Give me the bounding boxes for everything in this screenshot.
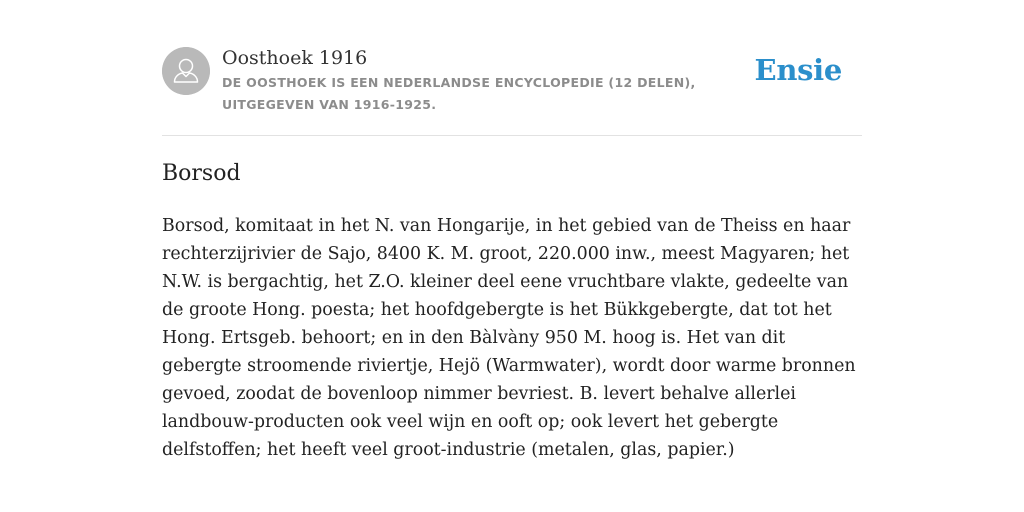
entry-body: Borsod, komitaat in het N. van Hongarije, in het gebied van de Theiss en haar rechterzijrivier de Sajo, 8400 K. M. groot, 220.000 inw., meest Magyaren; het N.W. is bergachtig, het Z.O. kleiner deel eene vruchtbare vlakte, gedeelte van de groote Hong. poesta; het hoofdgebergte is het Bükkgebergte, dat tot het Hong. Ertsgeb. behoort; en in den Bàlvàny 950 M. hoog is. Het van dit gebergte stroomende riviertje, Hejö (Warmwater), wordt door warme bronnen gevoed, zoodat de bovenloop nimmer bevriest. B. levert behalve allerlei landbouw-producten ook veel wijn en ooft op; ook levert het gebergte delfstoffen; het heeft veel groot-industrie (metalen, glas, papier.) [162,216,856,460]
source-title[interactable]: Oosthoek 1916 [222,47,368,69]
source-description: DE OOSTHOEK IS EEN NEDERLANDSE ENCYCLOPEDIE (12 DELEN), UITGEGEVEN VAN 1916-1925. [222,75,696,112]
entry-title: Borsod [162,161,241,186]
source-info [222,44,762,116]
avatar[interactable] [162,47,210,95]
source-header [162,44,862,116]
header-divider [162,135,862,136]
brand-logo[interactable]: Ensie [754,53,842,87]
user-icon [162,47,210,95]
